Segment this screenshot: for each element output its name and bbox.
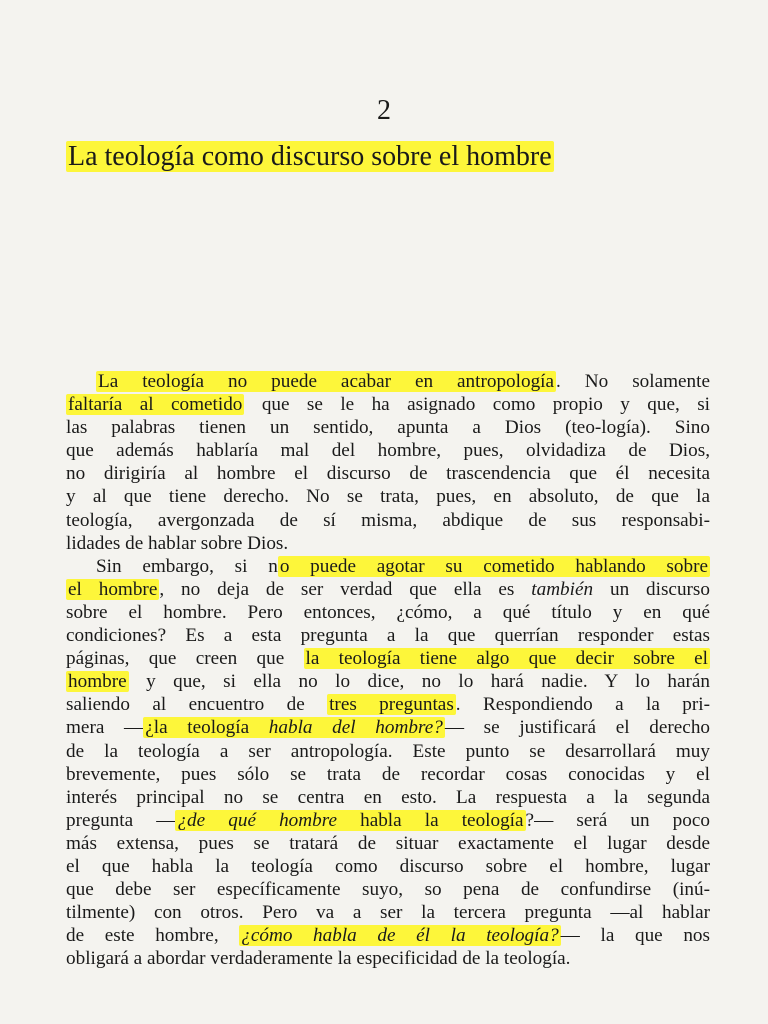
text-line [66, 555, 710, 578]
text-line [66, 693, 710, 716]
highlight: faltaría al cometido [68, 394, 243, 416]
line-text: , no deja de ser verdad que ella es [159, 578, 532, 600]
highlight: la teología tiene algo que decir sobre el [305, 648, 708, 670]
line-text: — la que nos [560, 925, 710, 947]
text-line: condiciones? Es a esta pregunta a la que querrían responder estas [66, 625, 710, 647]
highlight-text: ¿la teología [145, 717, 269, 739]
text-line [66, 370, 710, 393]
text-line [66, 716, 710, 739]
text-line: las palabras tienen un sentido, apunta a Dios (teo-logía). Sino [66, 417, 710, 439]
line-text: y que, si ella no lo dice, no lo hará nadie. Y lo harán [128, 671, 710, 693]
text-line: obligará a abordar verdaderamente la especificidad de la teología. [66, 948, 571, 970]
line-text: Sin embargo, si n [96, 555, 278, 577]
italic-text: habla del hombre? [268, 717, 443, 739]
highlight [143, 717, 445, 738]
text-line: y al que tiene derecho. No se trata, pues, en absoluto, de que la [66, 486, 710, 508]
line-text: saliendo al encuentro de [66, 694, 328, 716]
line-text: pregunta — [66, 809, 176, 831]
text-line [66, 924, 710, 947]
line-text: ?— será un poco [525, 809, 710, 831]
text-line: lidades de hablar sobre Dios. [66, 532, 289, 554]
highlight [175, 810, 525, 831]
chapter-title [66, 141, 706, 173]
text-line [66, 647, 710, 670]
text-line: el que habla la teología como discurso sobre el hombre, lugar [66, 855, 710, 877]
line-text: mera — [66, 717, 144, 739]
text-line: de la teología a ser antropología. Este punto se desarrollará muy [66, 740, 710, 762]
text-line [66, 670, 710, 693]
line-text: . No solamente [556, 371, 710, 392]
highlight-text: habla la teología [336, 809, 524, 831]
italic-text: también [531, 578, 594, 600]
text-line: no dirigiría al hombre el discurso de trascendencia que él necesita [66, 463, 710, 485]
text-line: más extensa, pues se tratará de situar exactamente el lugar desde [66, 832, 710, 854]
text-line: tilmente) con otros. Pero va a ser la tercera pregunta —al hablar [66, 902, 710, 924]
line-text: que se le ha asignado como propio y que, si [244, 394, 711, 416]
italic-text: ¿de qué hombre [177, 809, 337, 831]
highlight: el hombre [68, 578, 158, 600]
highlight: tres preguntas [329, 694, 454, 716]
italic-text: ¿cómo habla de él la teología? [241, 925, 559, 947]
highlight: La teología no puede acabar en antropología [98, 371, 555, 392]
text-line: teología, avergonzada de sí misma, abdique de sus responsabi- [66, 509, 710, 531]
text-line: interés principal no se centra en esto. La respuesta a la segunda [66, 786, 710, 808]
chapter-number: 2 [377, 95, 391, 126]
text-line: brevemente, pues sólo se trata de recordar cosas conocidas y el [66, 763, 710, 785]
text-line [66, 393, 710, 416]
body-text [66, 370, 710, 970]
line-text: de este hombre, [66, 925, 240, 947]
text-line: sobre el hombre. Pero entonces, ¿cómo, a qué título y en qué [66, 601, 710, 623]
chapter-title-highlight: La teología como discurso sobre el hombre [68, 141, 552, 172]
line-text: un discurso [593, 578, 710, 600]
text-line [66, 578, 710, 601]
highlight [239, 925, 560, 946]
text-line: que debe ser específicamente suyo, so pena de confundirse (inú- [66, 879, 710, 901]
text-line: que además hablaría mal del hombre, pues, olvidadiza de Dios, [66, 440, 710, 462]
highlight: hombre [68, 671, 127, 693]
text-line [66, 809, 710, 832]
line-text: — se justificará el derecho [444, 717, 711, 739]
highlight: o puede agotar su cometido hablando sobre [279, 555, 708, 577]
line-text: . Respondiendo a la pri- [455, 694, 710, 716]
line-text: páginas, que creen que [66, 648, 304, 670]
